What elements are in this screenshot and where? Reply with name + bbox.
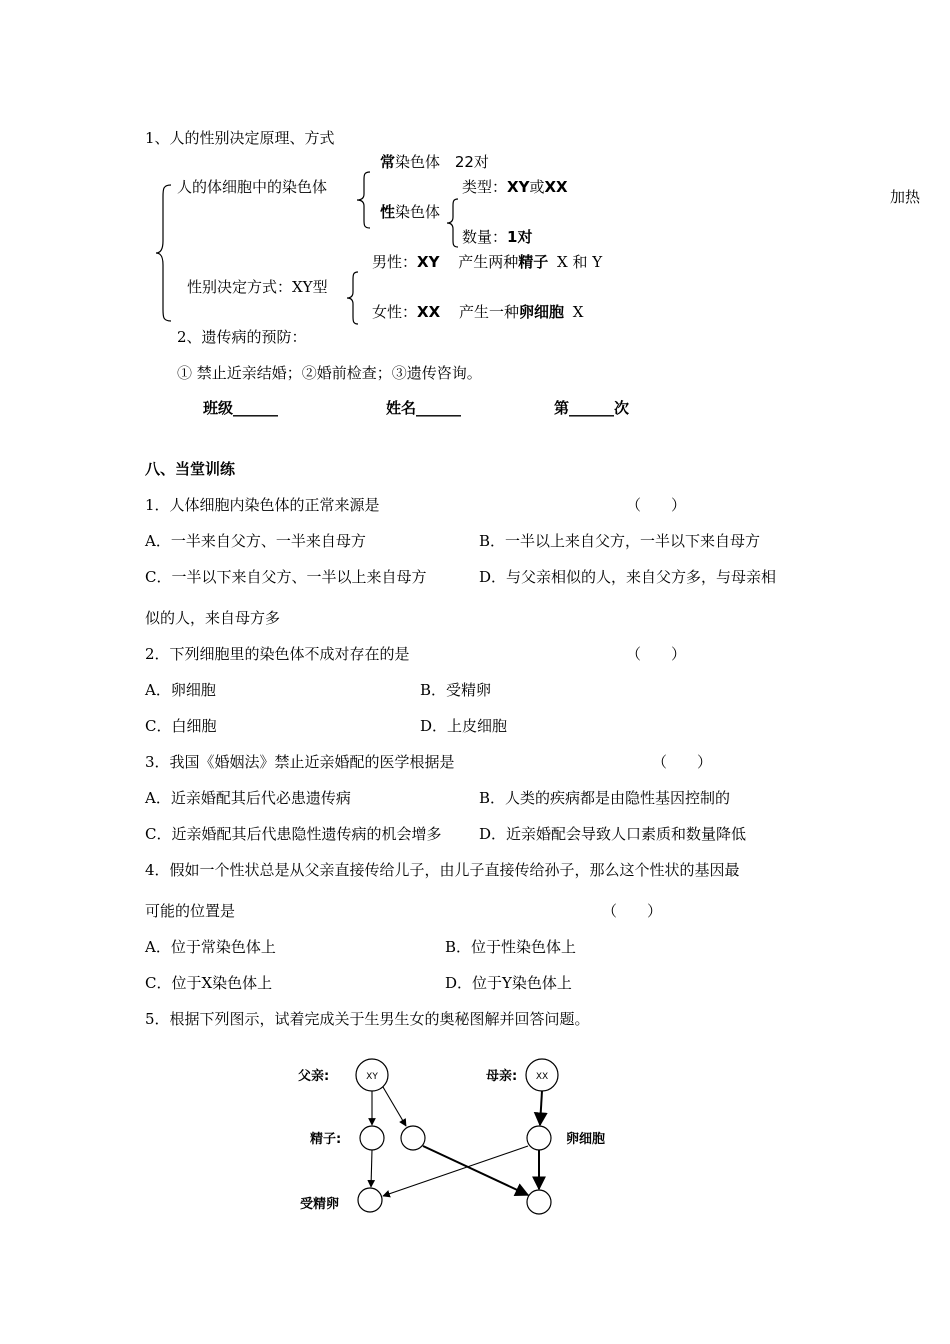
method-label: 性别决定方式：XY型: [187, 278, 328, 296]
training-title: 八、当堂训练: [145, 460, 236, 478]
q2-option-a: A．卵细胞: [145, 681, 216, 699]
attempt-blank[interactable]: ______: [569, 399, 615, 417]
heading-sex-determination: 1、人的性别决定原理、方式: [145, 129, 335, 147]
sex-chrom-prefix: 性: [380, 203, 396, 221]
q3-option-a: A．近亲婚配其后代必患遗传病: [145, 789, 351, 807]
sex-chrom-rest: 染色体: [395, 203, 441, 221]
female-row: [372, 303, 583, 321]
q1-option-d: D．与父亲相似的人，来自父方多，与母亲相: [479, 568, 777, 586]
mother-genotype: XX: [535, 1072, 549, 1082]
arrow-egg-to-zygote-1: [383, 1146, 528, 1196]
autosome-count: 22对: [454, 153, 489, 171]
arrow-sperm-1-to-zygote-1: [371, 1150, 372, 1187]
name-blank[interactable]: ______: [416, 399, 462, 417]
cells-label: 人的体细胞中的染色体: [177, 178, 328, 196]
female-genotype: XX: [417, 303, 441, 321]
sperm-cell-1[interactable]: [360, 1126, 384, 1150]
q4-option-b: B．位于性染色体上: [445, 938, 577, 956]
sperm-cell-2[interactable]: [401, 1126, 425, 1150]
heading-prevention: 2、遗传病的预防：: [177, 328, 307, 346]
q3-option-b: B．人类的疾病都是由隐性基因控制的: [479, 789, 731, 807]
type-label: 类型：: [462, 178, 508, 196]
q1-stem: 1．人体细胞内染色体的正常来源是: [145, 496, 380, 514]
count-value: 1对: [507, 228, 533, 246]
q4-option-c: C．位于X染色体上: [145, 974, 273, 992]
q2-option-b: B．受精卵: [420, 681, 492, 699]
arrow-father-to-sperm-2: [383, 1087, 406, 1126]
q1-option-d-cont: 似的人，来自母方多: [145, 609, 281, 627]
q4-option-a: A．位于常染色体上: [145, 938, 276, 956]
name-label: 姓名: [386, 399, 417, 417]
q1-paren: （ ）: [626, 496, 687, 514]
q1-option-a: A．一半来自父方、一半来自母方: [145, 532, 366, 550]
q4-stem-cont: 可能的位置是: [145, 902, 236, 920]
father-genotype: XY: [366, 1072, 378, 1082]
q3-paren: （ ）: [652, 753, 713, 771]
chromosome-count: [462, 228, 532, 246]
female-label: 女性：: [372, 303, 418, 321]
female-produce: 产生一种: [458, 303, 519, 321]
class-label: 班级: [203, 399, 234, 417]
autosome-prefix: 常: [380, 153, 396, 171]
zygote-cell-2[interactable]: [527, 1190, 551, 1214]
sex-chromosome-label: [380, 203, 440, 221]
sperm-label: 精子:: [310, 1132, 342, 1147]
class-blank[interactable]: ______: [233, 399, 279, 417]
male-genotype: XY: [417, 253, 440, 271]
autosome-label: [380, 153, 489, 171]
q4-paren: （ ）: [602, 902, 663, 920]
q3-option-d: D．近亲婚配会导致人口素质和数量降低: [479, 825, 747, 843]
q1-option-b: B．一半以上来自父方，一半以下来自母方: [479, 532, 761, 550]
male-types: X 和 Y: [557, 253, 603, 271]
side-note: 加热: [890, 188, 921, 206]
chromosome-type: [462, 178, 568, 196]
type-or: 或: [529, 178, 545, 196]
type-value-xx: XX: [544, 178, 568, 196]
q2-paren: （ ）: [626, 645, 687, 663]
q2-option-d: D．上皮细胞: [420, 717, 508, 735]
q1-option-c: C．一半以下来自父方、一半以上来自母方: [145, 568, 427, 586]
arrow-sperm-2-to-zygote-2: [423, 1146, 528, 1195]
female-gamete: 卵细胞: [518, 303, 564, 321]
q3-option-c: C．近亲婚配其后代患隐性遗传病的机会增多: [145, 825, 442, 843]
name-field: [386, 399, 461, 417]
arrow-mother-to-egg: [540, 1091, 542, 1125]
sex-chromosome-brace: [445, 197, 461, 249]
egg-label: 卵细胞: [566, 1132, 606, 1147]
male-gamete: 精子: [518, 253, 549, 271]
attempt-prefix: 第: [554, 399, 570, 417]
q5-stem: 5．根据下列图示，试着完成关于生男生女的奥秘图解并回答问题。: [145, 1010, 590, 1028]
zygote-cell-1[interactable]: [358, 1188, 382, 1212]
autosome-rest: 染色体: [395, 153, 441, 171]
chromosome-brace: [354, 170, 374, 230]
q4-option-d: D．位于Y染色体上: [445, 974, 572, 992]
q2-option-c: C．白细胞: [145, 717, 217, 735]
male-label: 男性：: [372, 253, 418, 271]
sex-determination-diagram: [290, 1050, 630, 1225]
gender-brace: [345, 270, 361, 326]
outer-brace: [155, 183, 175, 323]
male-row: [372, 253, 602, 271]
father-label: 父亲:: [298, 1069, 330, 1084]
female-type: X: [572, 303, 584, 321]
mother-label: 母亲:: [486, 1069, 518, 1084]
q4-stem: 4．假如一个性状总是从父亲直接传给儿子，由儿子直接传给孙子，那么这个性状的基因最: [145, 861, 740, 879]
q2-stem: 2．下列细胞里的染色体不成对存在的是: [145, 645, 410, 663]
class-field: [203, 399, 278, 417]
attempt-suffix: 次: [614, 399, 630, 417]
egg-cell[interactable]: [527, 1126, 551, 1150]
q3-stem: 3．我国《婚姻法》禁止近亲婚配的医学根据是: [145, 753, 455, 771]
count-label: 数量：: [462, 228, 508, 246]
male-produce: 产生两种: [458, 253, 519, 271]
type-value-xy: XY: [507, 178, 530, 196]
prevention-list: ① 禁止近亲结婚；②婚前检查；③遗传咨询。: [177, 364, 482, 382]
zygote-label: 受精卵: [300, 1197, 340, 1212]
attempt-field: [554, 399, 629, 417]
